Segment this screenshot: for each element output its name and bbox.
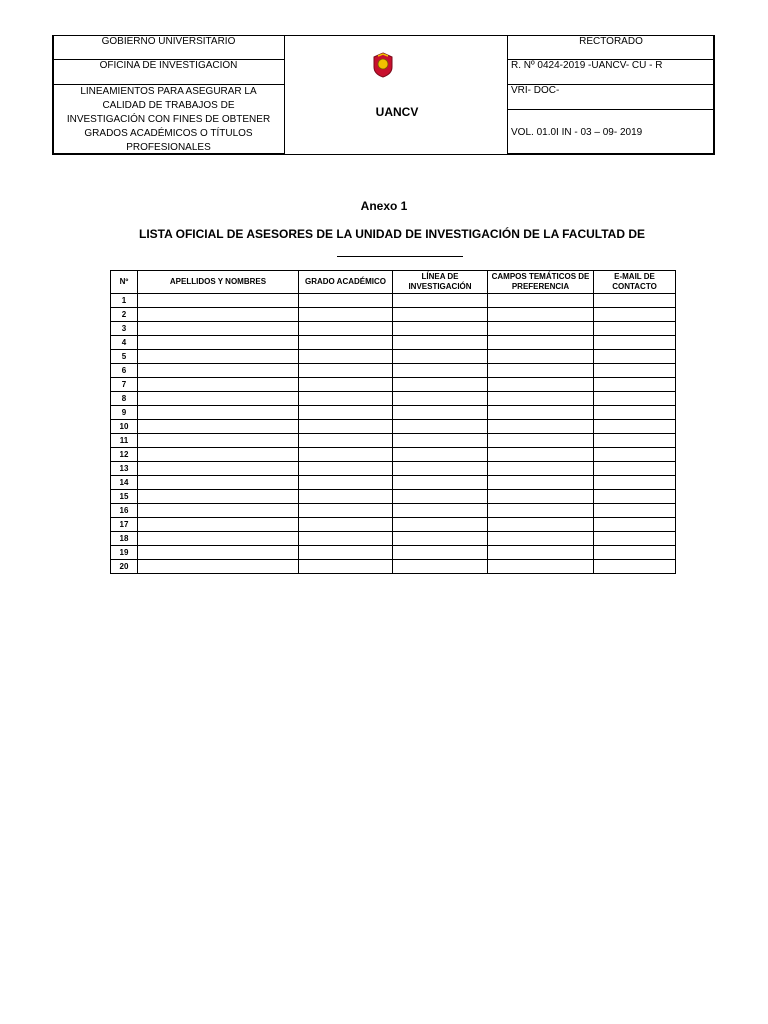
row-number: 4 xyxy=(111,336,138,350)
table-row xyxy=(111,364,676,378)
research-line-cell[interactable] xyxy=(393,462,488,476)
names-cell[interactable] xyxy=(138,322,299,336)
degree-cell[interactable] xyxy=(299,476,393,490)
email-cell[interactable] xyxy=(594,504,676,518)
degree-cell[interactable] xyxy=(299,490,393,504)
email-cell[interactable] xyxy=(594,532,676,546)
thematic-fields-cell[interactable] xyxy=(488,546,594,560)
research-line-cell[interactable] xyxy=(393,308,488,322)
names-cell[interactable] xyxy=(138,518,299,532)
oficina-investigacion-label: OFICINA DE INVESTIGACIÓN xyxy=(99,60,238,71)
col-header-degree: GRADO ACADÉMICO xyxy=(299,271,393,294)
names-cell[interactable] xyxy=(138,476,299,490)
table-row xyxy=(111,532,676,546)
row-number: 13 xyxy=(111,462,138,476)
degree-cell[interactable] xyxy=(299,560,393,574)
research-line-cell[interactable] xyxy=(393,336,488,350)
rectorado-label: RECTORADO xyxy=(579,36,643,47)
degree-cell[interactable] xyxy=(299,350,393,364)
research-line-cell[interactable] xyxy=(393,532,488,546)
degree-cell[interactable] xyxy=(299,308,393,322)
row-number: 2 xyxy=(111,308,138,322)
email-cell[interactable] xyxy=(594,420,676,434)
names-cell[interactable] xyxy=(138,490,299,504)
row-number: 19 xyxy=(111,546,138,560)
table-row xyxy=(111,322,676,336)
names-cell[interactable] xyxy=(138,406,299,420)
table-row xyxy=(111,336,676,350)
email-cell[interactable] xyxy=(594,546,676,560)
degree-cell[interactable] xyxy=(299,434,393,448)
email-cell[interactable] xyxy=(594,378,676,392)
table-row xyxy=(111,448,676,462)
thematic-fields-cell[interactable] xyxy=(488,448,594,462)
degree-cell[interactable] xyxy=(299,532,393,546)
table-row xyxy=(111,420,676,434)
names-cell[interactable] xyxy=(138,448,299,462)
degree-cell[interactable] xyxy=(299,518,393,532)
university-name: UANCV xyxy=(375,105,419,119)
row-number: 17 xyxy=(111,518,138,532)
research-line-cell[interactable] xyxy=(393,476,488,490)
thematic-fields-cell[interactable] xyxy=(488,336,594,350)
names-cell[interactable] xyxy=(138,350,299,364)
names-cell[interactable] xyxy=(138,462,299,476)
table-header-row xyxy=(111,271,676,294)
annex-title: Anexo 1 xyxy=(360,199,408,213)
row-number: 10 xyxy=(111,420,138,434)
degree-cell[interactable] xyxy=(299,504,393,518)
thematic-fields-cell[interactable] xyxy=(488,490,594,504)
table-row xyxy=(111,546,676,560)
lineamientos-label: LINEAMIENTOS PARA ASEGURAR LA CALIDAD DE TRABAJOS DE INVESTIGACIÓN CON FINES DE OBTENER GRADOS ACADÉMICOS O TÍTULOS PROFESIONALES xyxy=(66,86,271,153)
email-cell[interactable] xyxy=(594,392,676,406)
research-line-cell[interactable] xyxy=(393,322,488,336)
header-center-block xyxy=(284,35,508,155)
research-line-cell[interactable] xyxy=(393,406,488,420)
thematic-fields-cell[interactable] xyxy=(488,322,594,336)
table-row xyxy=(111,378,676,392)
names-cell[interactable] xyxy=(138,532,299,546)
row-number: 7 xyxy=(111,378,138,392)
email-cell[interactable] xyxy=(594,406,676,420)
email-cell[interactable] xyxy=(594,294,676,308)
table-row xyxy=(111,504,676,518)
degree-cell[interactable] xyxy=(299,378,393,392)
table-row xyxy=(111,308,676,322)
thematic-fields-cell[interactable] xyxy=(488,420,594,434)
names-cell[interactable] xyxy=(138,392,299,406)
degree-cell[interactable] xyxy=(299,546,393,560)
row-number: 11 xyxy=(111,434,138,448)
row-number: 6 xyxy=(111,364,138,378)
row-number: 20 xyxy=(111,560,138,574)
thematic-fields-cell[interactable] xyxy=(488,518,594,532)
names-cell[interactable] xyxy=(138,294,299,308)
research-line-cell[interactable] xyxy=(393,392,488,406)
degree-cell[interactable] xyxy=(299,462,393,476)
row-number: 8 xyxy=(111,392,138,406)
research-line-cell[interactable] xyxy=(393,518,488,532)
research-line-cell[interactable] xyxy=(393,434,488,448)
table-row xyxy=(111,350,676,364)
email-cell[interactable] xyxy=(594,448,676,462)
row-number: 15 xyxy=(111,490,138,504)
thematic-fields-cell[interactable] xyxy=(488,378,594,392)
thematic-fields-cell[interactable] xyxy=(488,434,594,448)
research-line-cell[interactable] xyxy=(393,504,488,518)
names-cell[interactable] xyxy=(138,308,299,322)
names-cell[interactable] xyxy=(138,364,299,378)
email-cell[interactable] xyxy=(594,476,676,490)
table-row xyxy=(111,406,676,420)
table-row xyxy=(111,560,676,574)
row-number: 5 xyxy=(111,350,138,364)
research-line-cell[interactable] xyxy=(393,490,488,504)
university-seal-icon xyxy=(372,52,394,78)
thematic-fields-cell[interactable] xyxy=(488,560,594,574)
research-line-cell[interactable] xyxy=(393,378,488,392)
research-line-cell[interactable] xyxy=(393,560,488,574)
thematic-fields-cell[interactable] xyxy=(488,364,594,378)
col-header-number: Nº xyxy=(111,271,138,294)
email-cell[interactable] xyxy=(594,462,676,476)
email-cell[interactable] xyxy=(594,308,676,322)
table-row xyxy=(111,462,676,476)
thematic-fields-cell[interactable] xyxy=(488,392,594,406)
degree-cell[interactable] xyxy=(299,392,393,406)
table-row xyxy=(111,294,676,308)
col-header-thematic-fields: CAMPOS TEMÁTICOS DE PREFERENCIA xyxy=(488,271,594,294)
thematic-fields-cell[interactable] xyxy=(488,462,594,476)
thematic-fields-cell[interactable] xyxy=(488,406,594,420)
email-cell[interactable] xyxy=(594,560,676,574)
degree-cell[interactable] xyxy=(299,322,393,336)
email-cell[interactable] xyxy=(594,490,676,504)
list-title: LISTA OFICIAL DE ASESORES DE LA UNIDAD DE INVESTIGACIÓN DE LA FACULTAD DE xyxy=(138,227,646,241)
names-cell[interactable] xyxy=(138,504,299,518)
version-label: VOL. 01.0I IN - 03 – 09- 2019 xyxy=(511,127,643,138)
row-number: 14 xyxy=(111,476,138,490)
degree-cell[interactable] xyxy=(299,406,393,420)
research-line-cell[interactable] xyxy=(393,294,488,308)
thematic-fields-cell[interactable] xyxy=(488,294,594,308)
col-header-names: APELLIDOS Y NOMBRES xyxy=(138,271,299,294)
thematic-fields-cell[interactable] xyxy=(488,532,594,546)
col-header-email: E-MAIL DE CONTACTO xyxy=(594,271,676,294)
degree-cell[interactable] xyxy=(299,364,393,378)
row-number: 18 xyxy=(111,532,138,546)
names-cell[interactable] xyxy=(138,434,299,448)
gobierno-universitario-label: GOBIERNO UNIVERSITARIO xyxy=(101,36,236,47)
table-row xyxy=(111,476,676,490)
degree-cell[interactable] xyxy=(299,448,393,462)
col-header-research-line: LÍNEA DE INVESTIGACIÓN xyxy=(393,271,488,294)
thematic-fields-cell[interactable] xyxy=(488,308,594,322)
row-number: 12 xyxy=(111,448,138,462)
names-cell[interactable] xyxy=(138,560,299,574)
table-row xyxy=(111,434,676,448)
names-cell[interactable] xyxy=(138,546,299,560)
research-line-cell[interactable] xyxy=(393,420,488,434)
email-cell[interactable] xyxy=(594,336,676,350)
faculty-blank-line xyxy=(337,256,463,257)
degree-cell[interactable] xyxy=(299,336,393,350)
thematic-fields-cell[interactable] xyxy=(488,350,594,364)
degree-cell[interactable] xyxy=(299,294,393,308)
table-row xyxy=(111,490,676,504)
email-cell[interactable] xyxy=(594,350,676,364)
row-number: 1 xyxy=(111,294,138,308)
email-cell[interactable] xyxy=(594,364,676,378)
document-header xyxy=(52,35,715,155)
research-line-cell[interactable] xyxy=(393,364,488,378)
email-cell[interactable] xyxy=(594,434,676,448)
thematic-fields-cell[interactable] xyxy=(488,476,594,490)
names-cell[interactable] xyxy=(138,336,299,350)
advisors-table xyxy=(110,270,676,574)
row-number: 9 xyxy=(111,406,138,420)
table-row xyxy=(111,518,676,532)
research-line-cell[interactable] xyxy=(393,350,488,364)
degree-cell[interactable] xyxy=(299,420,393,434)
names-cell[interactable] xyxy=(138,378,299,392)
table-row xyxy=(111,392,676,406)
resolucion-label: R. Nº 0424-2019 -UANCV- CU - R xyxy=(511,60,663,71)
row-number: 3 xyxy=(111,322,138,336)
row-number: 16 xyxy=(111,504,138,518)
thematic-fields-cell[interactable] xyxy=(488,504,594,518)
research-line-cell[interactable] xyxy=(393,448,488,462)
names-cell[interactable] xyxy=(138,420,299,434)
email-cell[interactable] xyxy=(594,322,676,336)
research-line-cell[interactable] xyxy=(393,546,488,560)
email-cell[interactable] xyxy=(594,518,676,532)
vri-doc-label: VRI- DOC- xyxy=(511,85,560,96)
